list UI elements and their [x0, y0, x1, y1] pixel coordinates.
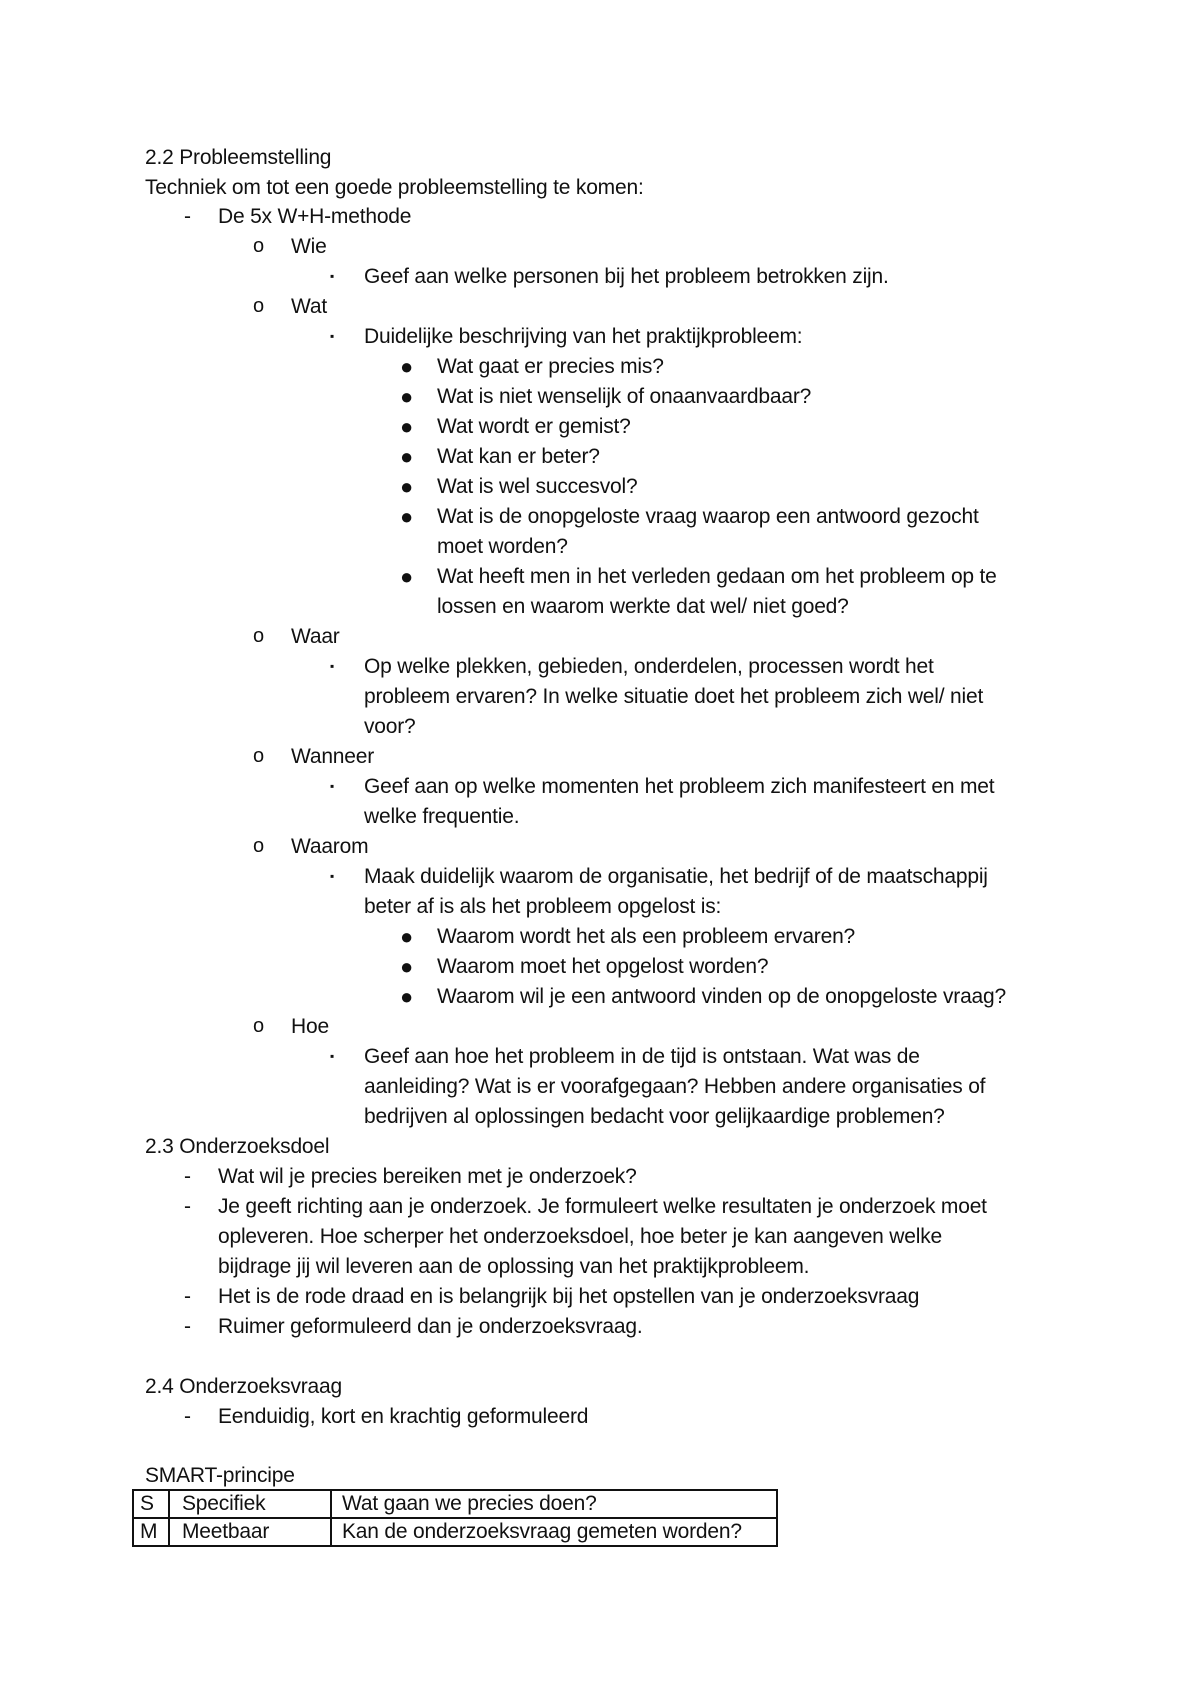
wanneer-item: Geef aan op welke momenten het probleem zich manifesteert en met: [364, 775, 995, 798]
square-bullet: ▪: [330, 659, 335, 673]
dot-bullet: ●: [400, 384, 414, 409]
wat-question-continued: lossen en waarom werkte dat wel/ niet goed?: [437, 595, 849, 618]
smart-question: Wat gaan we precies doen?: [331, 1490, 777, 1518]
table-row: [133, 1490, 777, 1518]
waar-item: Op welke plekken, gebieden, onderdelen, processen wordt het: [364, 655, 934, 678]
waar-item-continued: voor?: [364, 715, 416, 738]
dot-bullet: ●: [400, 414, 414, 439]
method-item: De 5x W+H-methode: [218, 205, 412, 228]
circle-bullet: o: [253, 835, 264, 857]
smart-title: SMART-principe: [145, 1464, 295, 1487]
dot-bullet: ●: [400, 924, 414, 949]
square-bullet: ▪: [330, 269, 335, 283]
dot-bullet: ●: [400, 954, 414, 979]
waarom-question: Waarom wil je een antwoord vinden op de onopgeloste vraag?: [437, 985, 1006, 1008]
circle-bullet: o: [253, 295, 264, 317]
waarom-question: Waarom wordt het als een probleem ervaren?: [437, 925, 856, 948]
wat-question: Wat heeft men in het verleden gedaan om het probleem op te: [437, 565, 997, 588]
onderzoeksdoel-item: Het is de rode draad en is belangrijk bij het opstellen van je onderzoeksvraag: [218, 1285, 920, 1308]
heading-onderzoeksdoel: 2.3 Onderzoeksdoel: [145, 1135, 330, 1158]
heading-onderzoeksvraag: 2.4 Onderzoeksvraag: [145, 1375, 342, 1398]
dash-bullet: -: [184, 1165, 191, 1188]
circle-bullet: o: [253, 1015, 264, 1037]
circle-bullet: o: [253, 745, 264, 767]
smart-term: Specifiek: [169, 1490, 331, 1518]
dash-bullet: -: [184, 1195, 191, 1218]
dot-bullet: ●: [400, 354, 414, 379]
waar-item-continued: probleem ervaren? In welke situatie doet het probleem zich wel/ niet: [364, 685, 984, 708]
intro-text: Techniek om tot een goede probleemstelling te komen:: [145, 176, 644, 199]
smart-letter: S: [133, 1490, 169, 1518]
wat-question: Wat kan er beter?: [437, 445, 600, 468]
wat-question-continued: moet worden?: [437, 535, 568, 558]
smart-question: Kan de onderzoeksvraag gemeten worden?: [331, 1518, 777, 1546]
circle-bullet: o: [253, 625, 264, 647]
dash-bullet: -: [184, 1285, 191, 1308]
waarom-question: Waarom moet het opgelost worden?: [437, 955, 769, 978]
hoe-item: Geef aan hoe het probleem in de tijd is ontstaan. Wat was de: [364, 1045, 920, 1068]
onderzoeksdoel-item: Je geeft richting aan je onderzoek. Je formuleert welke resultaten je onderzoek moet: [218, 1195, 987, 1218]
wat-question: Wat is niet wenselijk of onaanvaardbaar?: [437, 385, 812, 408]
dash-bullet: -: [184, 1405, 191, 1428]
onderzoeksdoel-item-continued: opleveren. Hoe scherper het onderzoeksdoel, hoe beter je kan aangeven welke: [218, 1225, 942, 1248]
dash-bullet: -: [184, 205, 191, 228]
dot-bullet: ●: [400, 984, 414, 1009]
dot-bullet: ●: [400, 564, 414, 589]
square-bullet: ▪: [330, 1049, 335, 1063]
dot-bullet: ●: [400, 474, 414, 499]
smart-letter: M: [133, 1518, 169, 1546]
dot-bullet: ●: [400, 504, 414, 529]
smart-table: [132, 1489, 778, 1547]
wie-item: Geef aan welke personen bij het probleem betrokken zijn.: [364, 265, 889, 288]
dot-bullet: ●: [400, 444, 414, 469]
hoe-item-continued: bedrijven al oplossingen bedacht voor gelijkaardige problemen?: [364, 1105, 945, 1128]
waarom-label: Waarom: [291, 835, 369, 858]
wat-question: Wat is de onopgeloste vraag waarop een antwoord gezocht: [437, 505, 979, 528]
circle-bullet: o: [253, 235, 264, 257]
table-row: [133, 1518, 777, 1546]
smart-term: Meetbaar: [169, 1518, 331, 1546]
square-bullet: ▪: [330, 329, 335, 343]
square-bullet: ▪: [330, 869, 335, 883]
hoe-item-continued: aanleiding? Wat is er voorafgegaan? Hebben andere organisaties of: [364, 1075, 986, 1098]
wie-label: Wie: [291, 235, 327, 258]
wanneer-item-continued: welke frequentie.: [364, 805, 520, 828]
heading-probleemstelling: 2.2 Probleemstelling: [145, 146, 332, 169]
onderzoeksvraag-item: Eenduidig, kort en krachtig geformuleerd: [218, 1405, 589, 1428]
wat-question: Wat is wel succesvol?: [437, 475, 638, 498]
wat-question: Wat wordt er gemist?: [437, 415, 631, 438]
hoe-label: Hoe: [291, 1015, 329, 1038]
wat-label: Wat: [291, 295, 327, 318]
wat-question: Wat gaat er precies mis?: [437, 355, 664, 378]
onderzoeksdoel-item: Ruimer geformuleerd dan je onderzoeksvraag.: [218, 1315, 643, 1338]
square-bullet: ▪: [330, 779, 335, 793]
waarom-item: Maak duidelijk waarom de organisatie, het bedrijf of de maatschappij: [364, 865, 988, 888]
wanneer-label: Wanneer: [291, 745, 375, 768]
waarom-item-continued: beter af is als het probleem opgelost is:: [364, 895, 722, 918]
onderzoeksdoel-item-continued: bijdrage jij wil leveren aan de oplossing van het praktijkprobleem.: [218, 1255, 810, 1278]
waar-label: Waar: [291, 625, 340, 648]
onderzoeksdoel-item: Wat wil je precies bereiken met je onderzoek?: [218, 1165, 637, 1188]
dash-bullet: -: [184, 1315, 191, 1338]
wat-item: Duidelijke beschrijving van het praktijkprobleem:: [364, 325, 803, 348]
